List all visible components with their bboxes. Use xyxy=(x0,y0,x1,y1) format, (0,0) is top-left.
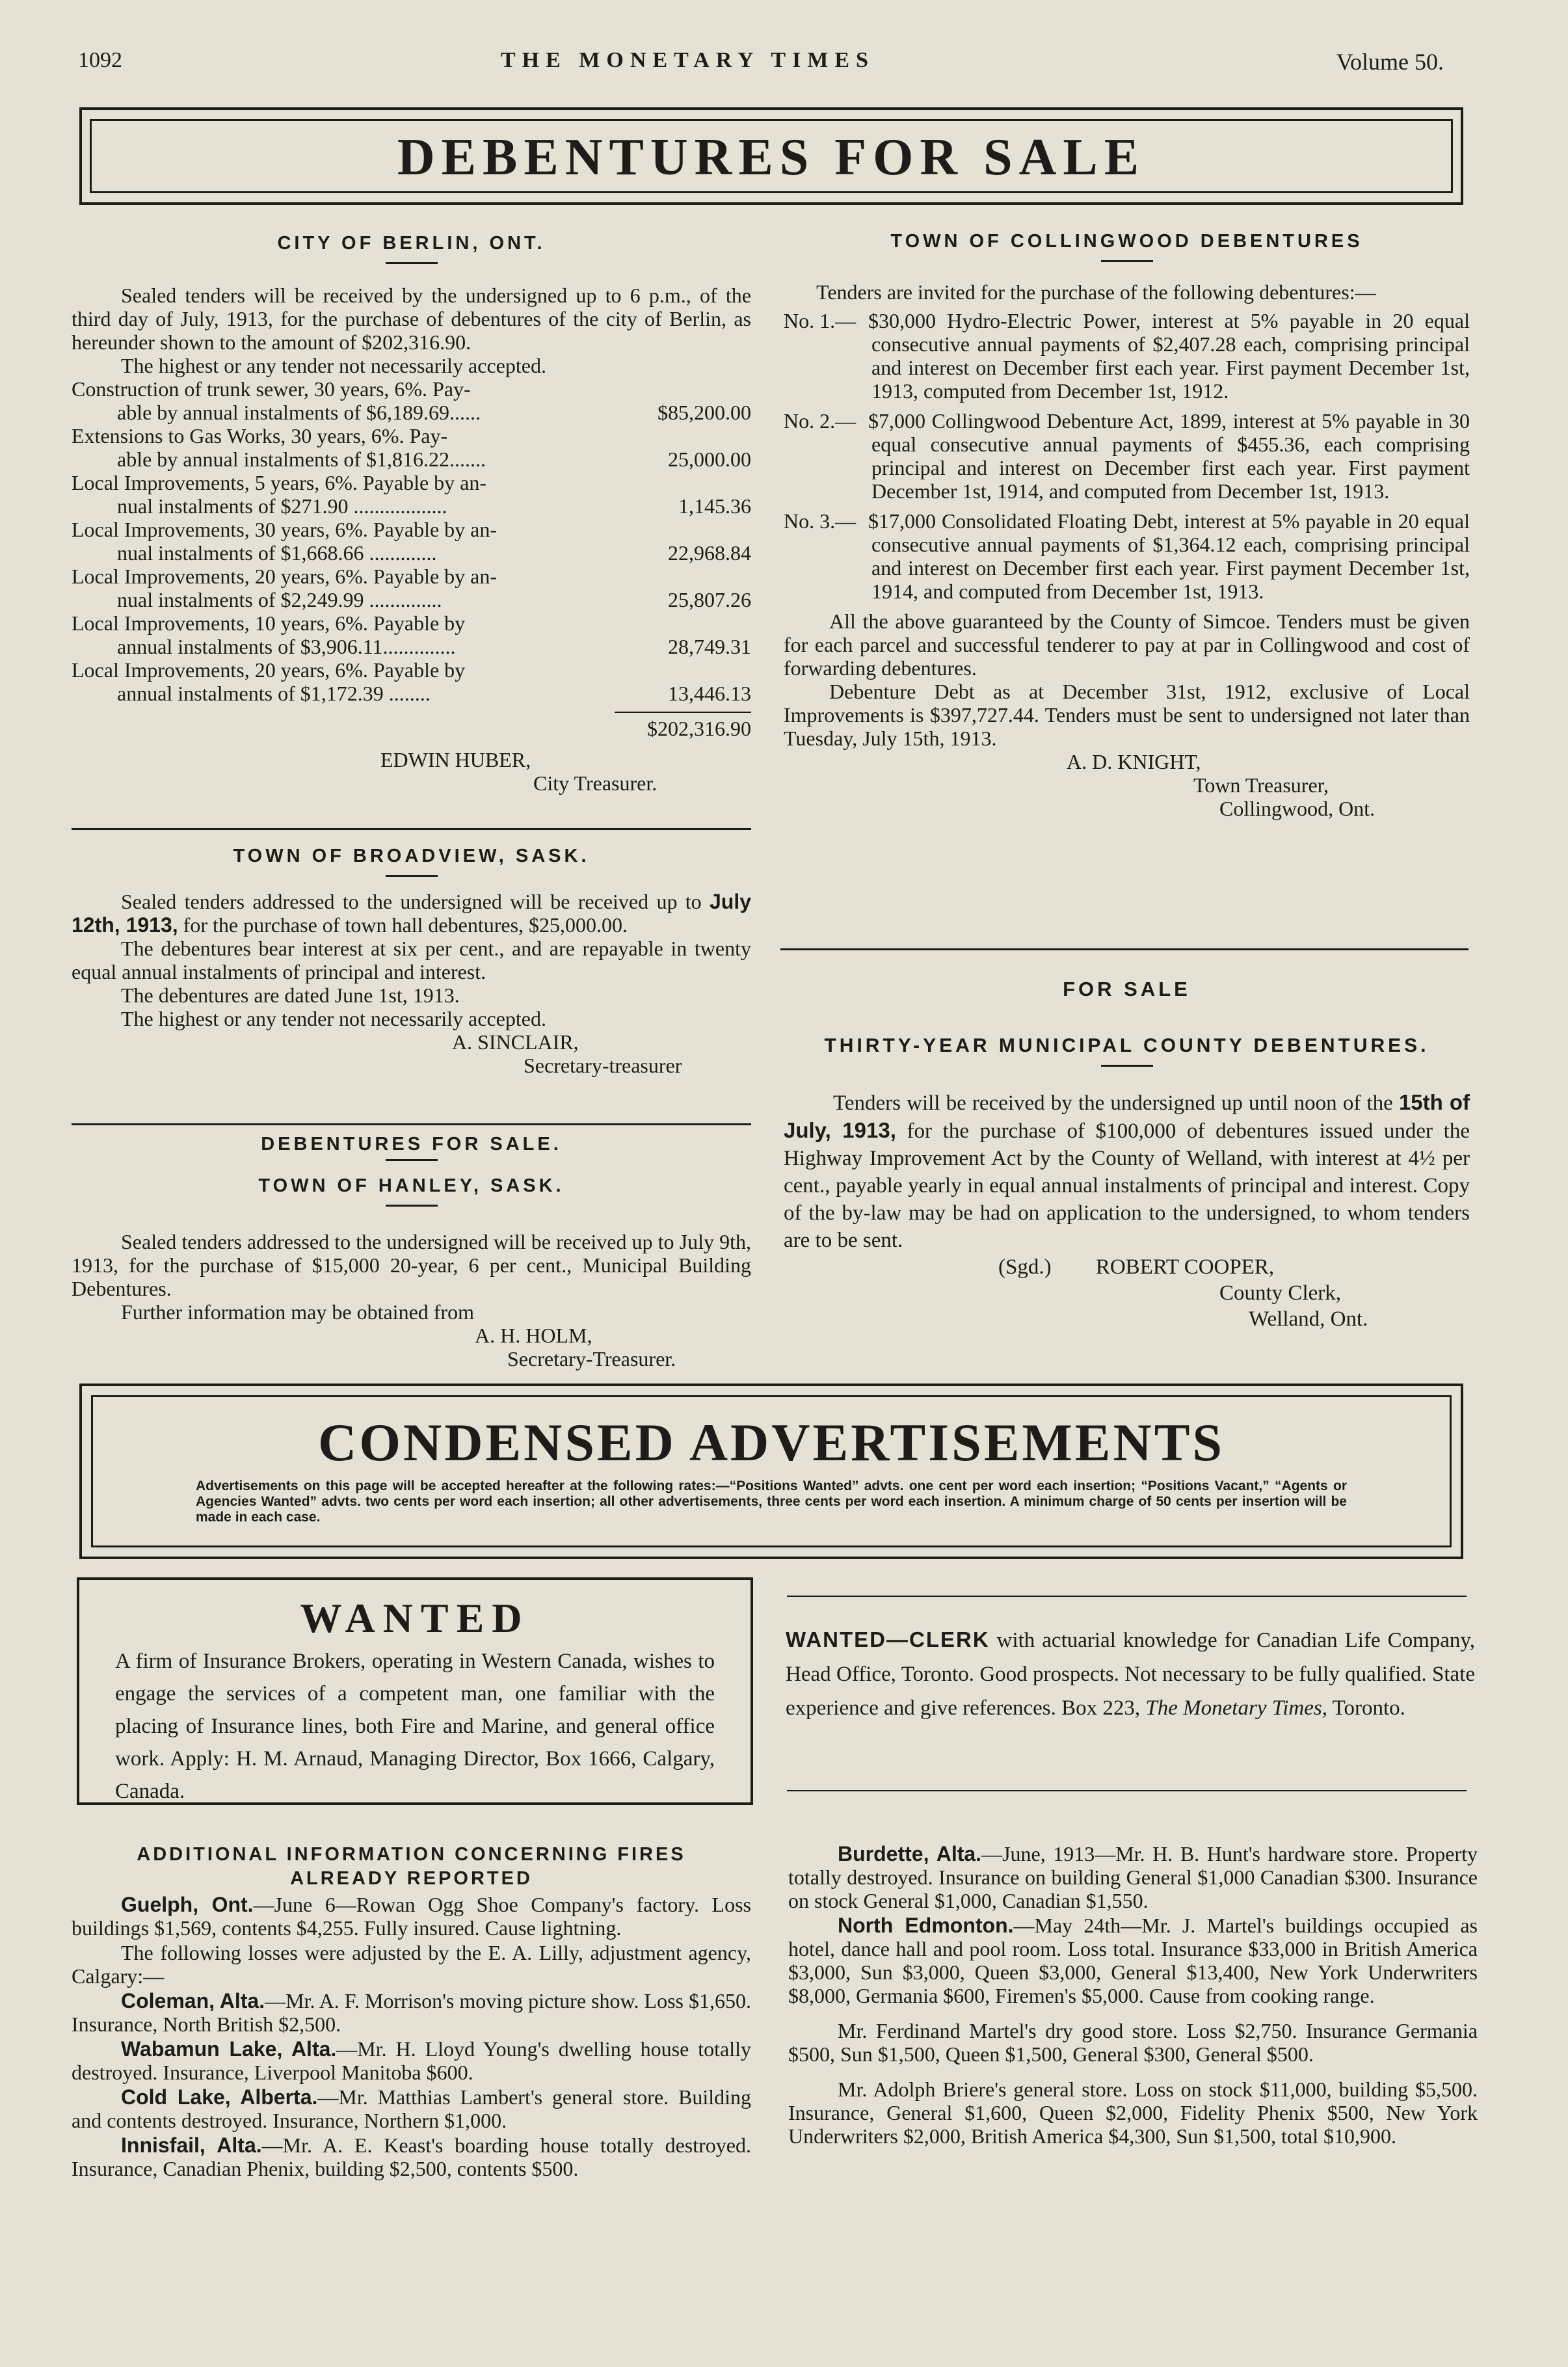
berlin-item-line2: annual instalments of $1,172.39 ........ xyxy=(117,682,431,705)
fire-report-place: Innisfail, Alta. xyxy=(121,2133,262,2157)
condensed-rates: Advertisements on this page will be accepted hereafter at the following rates:—“Positions Wanted” advts. one cent per word each insertion; “Positions Vacant,” “Agents or Agencies Wanted” advts. two cents per word each insertion; all other advertisements, three cents per word each insertion. A minimum charge of 50 cents per insertion will be made in each case. xyxy=(196,1478,1347,1525)
fire-report xyxy=(72,2037,751,2084)
column-rule xyxy=(72,1123,751,1125)
condensed-box xyxy=(79,1384,1463,1559)
welland-date: 15th of July, 1913, xyxy=(784,1090,1470,1142)
berlin-item-amount: 22,968.84 xyxy=(668,541,751,565)
berlin-item-amount: 13,446.13 xyxy=(668,682,751,705)
section-divider xyxy=(386,1159,438,1161)
hanley-signer-title: Secretary-Treasurer. xyxy=(507,1347,676,1371)
berlin-item-row xyxy=(72,682,751,705)
condensed-title: CONDENSED ADVERTISEMENTS xyxy=(317,1413,1225,1472)
berlin-item-line2: able by annual instalments of $6,189.69...... xyxy=(117,401,481,424)
wanted-clerk-publication: The Monetary Times, xyxy=(1145,1696,1327,1720)
column-rule xyxy=(787,1596,1467,1597)
berlin-item-row xyxy=(72,448,751,471)
hanley-p2: Further information may be obtained from xyxy=(121,1300,474,1324)
hanley-heading-2: TOWN OF HANLEY, SASK. xyxy=(258,1175,565,1196)
berlin-items xyxy=(72,377,751,705)
collingwood-items xyxy=(784,309,1470,603)
welland-section xyxy=(784,978,1470,1332)
berlin-item-line1: Local Improvements, 30 years, 6%. Payable by an- xyxy=(72,518,498,541)
wanted-clerk-lead: WANTED—CLERK xyxy=(786,1627,990,1652)
column-rule xyxy=(787,1790,1467,1791)
collingwood-item xyxy=(784,309,1470,403)
welland-signer-place: Welland, Ont. xyxy=(1249,1307,1368,1331)
berlin-item-line2: nual instalments of $271.90 .................. xyxy=(117,494,447,518)
wanted-text: A firm of Insurance Brokers, operating in Western Canada, wishes to engage the services of a competent man, one familiar with the placing of Insurance lines, both Fire and Marine, and general office work. Apply: H. M. Arnaud, Managing Director, Box 1666, Calgary, Canada. xyxy=(115,1650,715,1803)
collingwood-signer-name: A. D. KNIGHT, xyxy=(1067,750,1201,773)
fire-report-text: —Mr. A. F. Morrison's moving picture show. Loss $1,650. Insurance, North British $2,500. xyxy=(72,1989,752,2036)
welland-sgd: (Sgd.) xyxy=(998,1255,1052,1279)
fire-report-text: —June, 1913—Mr. H. B. Hunt's hardware store. Property totally destroyed. Insurance on building General $1,000 Canadian $300. Insurance on stock General $1,000, Canadian $1,550. xyxy=(788,1842,1478,1912)
welland-signer-title: County Clerk, xyxy=(1219,1281,1341,1305)
fire-report-text: —June 6—Rowan Ogg Shoe Company's factory. Loss buildings $1,569, contents $4,255. Fully insured. Cause lightning. xyxy=(72,1893,752,1940)
journal-title: THE MONETARY TIMES xyxy=(501,48,875,72)
page-number: 1092 xyxy=(78,48,122,72)
berlin-item-row xyxy=(72,588,751,611)
collingwood-section xyxy=(784,231,1470,820)
collingwood-item-number: No. 1.— xyxy=(784,309,857,332)
page-header xyxy=(78,46,1444,78)
berlin-item-amount: 1,145.36 xyxy=(678,494,751,518)
broadview-p1: Sealed tenders addressed to the undersigned will be received up to July 12th, 1913, for the purchase of town hall debentures, $25,000.00. xyxy=(72,890,752,937)
berlin-item-amount: 25,807.26 xyxy=(668,588,751,611)
section-divider xyxy=(386,262,438,264)
welland-heading-1: FOR SALE xyxy=(1063,978,1191,1000)
berlin-item-row xyxy=(72,541,751,565)
fire-report-place: Wabamun Lake, Alta. xyxy=(121,2037,337,2061)
section-divider xyxy=(386,875,438,877)
welland-signature xyxy=(784,1254,1470,1280)
fire-report-text: The following losses were adjusted by the E. A. Lilly, adjustment agency, Calgary:— xyxy=(72,1941,751,1988)
fire-report-place: Guelph, Ont. xyxy=(121,1893,254,1916)
fire-report-place: Coleman, Alta. xyxy=(121,1989,265,2013)
fire-report-text: —Mr. H. Lloyd Young's dwelling house totally destroyed. Insurance, Liverpool Manitoba $600. xyxy=(72,2037,752,2084)
berlin-note: The highest or any tender not necessarily accepted. xyxy=(121,354,546,377)
hanley-section xyxy=(72,1134,751,1371)
section-divider xyxy=(1101,1065,1153,1067)
berlin-total: $202,316.90 xyxy=(647,717,751,740)
berlin-signer-title: City Treasurer. xyxy=(533,771,658,795)
berlin-item-amount: 28,749.31 xyxy=(668,635,751,658)
fires-left-column xyxy=(72,1893,751,2182)
collingwood-guarantee: All the above guaranteed by the County of Simcoe. Tenders must be given for each parcel and successful tenderer to pay at par in Collingwood and cost of forwarding debentures. xyxy=(784,609,1470,680)
fire-report xyxy=(72,2085,751,2132)
wanted-clerk-ad: WANTED—CLERK with actuarial knowledge for Canadian Life Company, Head Office, Toronto. Good prospects. Not necessary to be fully qualified. State experience and give references. Box 223, The Monetary Times, Toronto. xyxy=(786,1627,1476,1720)
fires-heading-line-1: ADDITIONAL INFORMATION CONCERNING FIRES xyxy=(137,1844,686,1865)
fire-report xyxy=(788,2078,1478,2148)
broadview-p2: The debentures bear interest at six per cent., and are repayable in twenty equal annual instalments of principal and interest. xyxy=(72,937,751,983)
collingwood-item-text: $17,000 Consolidated Floating Debt, interest at 5% payable in 20 equal consecutive annual payments of $1,364.12 each, comprising principal and interest on December first each year. First payment December 1st, 1914, and computed from December 1st, 1913. xyxy=(868,509,1470,603)
berlin-section xyxy=(72,233,751,795)
fire-report xyxy=(72,1893,751,1940)
fire-report-text: —Mr. Matthias Lambert's general store. Building and contents destroyed. Insurance, Northern $1,000. xyxy=(72,2085,752,2132)
fires-heading xyxy=(72,1844,751,1890)
berlin-item-line1: Local Improvements, 10 years, 6%. Payable by xyxy=(72,611,466,635)
fire-report xyxy=(788,2019,1478,2066)
collingwood-signer-place: Collingwood, Ont. xyxy=(1219,797,1375,820)
broadview-section xyxy=(72,846,751,1077)
banner-title: DEBENTURES FOR SALE xyxy=(397,129,1146,186)
berlin-item-line1: Local Improvements, 20 years, 6%. Payable by an- xyxy=(72,565,498,588)
berlin-item-amount: $85,200.00 xyxy=(658,401,751,424)
section-divider xyxy=(386,1205,438,1207)
berlin-item-amount: 25,000.00 xyxy=(668,448,751,471)
fire-report-place: North Edmonton. xyxy=(838,1914,1014,1937)
welland-heading-2: THIRTY-YEAR MUNICIPAL COUNTY DEBENTURES. xyxy=(824,1035,1429,1056)
fire-report-place: Burdette, Alta. xyxy=(838,1842,982,1866)
collingwood-item-text: $7,000 Collingwood Debenture Act, 1899, interest at 5% payable in 30 equal consecutive annual payments of $455.36, each comprising principal and interest on December first each year. First payment December 1st, 1914, and computed from December 1st, 1913. xyxy=(868,409,1470,503)
berlin-signer-name: EDWIN HUBER, xyxy=(380,748,531,771)
collingwood-item-text: $30,000 Hydro-Electric Power, interest at 5% payable in 20 equal consecutive annual payments of $2,407.28 each, comprising principal and interest on December first each year. First payment December 1st, 1913, computed from December 1st, 1912. xyxy=(868,309,1470,403)
berlin-item-row xyxy=(72,401,751,424)
berlin-item-line1: Local Improvements, 5 years, 6%. Payable by an- xyxy=(72,471,487,494)
collingwood-debt: Debenture Debt as at December 31st, 1912, exclusive of Local Improvements is $397,727.44. Tenders must be sent to undersigned not later than Tuesday, July 15th, 1913. xyxy=(784,680,1470,750)
collingwood-intro: Tenders are invited for the purchase of the following debentures:— xyxy=(816,280,1376,304)
column-rule xyxy=(780,948,1468,950)
fire-report-text: —Mr. A. E. Keast's boarding house totally destroyed. Insurance, Canadian Phenix, building $2,500, contents $500. xyxy=(72,2133,752,2180)
berlin-total-row xyxy=(72,717,751,740)
fire-report-text: Mr. Ferdinand Martel's dry good store. Loss $2,750. Insurance Germania $500, Sun $1,500, Queen $1,500, General $300, General $500. xyxy=(788,2019,1478,2066)
fire-report xyxy=(788,1914,1478,2007)
wanted-title: WANTED xyxy=(300,1595,530,1641)
section-divider xyxy=(1101,260,1153,262)
hanley-signer-name: A. H. HOLM, xyxy=(475,1324,592,1347)
fire-report xyxy=(72,2133,751,2180)
broadview-signer-name: A. SINCLAIR, xyxy=(452,1030,579,1054)
welland-body: Tenders will be received by the undersigned up until noon of the 15th of July, 1913, for the purchase of $100,000 of debentures issued under the Highway Improvement Act by the County of Welland, with interest at 4½ per cent., payable yearly in equal annual instalments of principal and interest. Copy of the by-law may be had on application to the undersigned, to whom tenders are to be sent. xyxy=(784,1090,1470,1252)
wanted-ad xyxy=(77,1577,753,1805)
berlin-item-line2: nual instalments of $1,668.66 ............. xyxy=(117,541,437,565)
hanley-p1: Sealed tenders addressed to the undersigned will be received up to July 9th, 1913, for the purchase of $15,000 20-year, 6 per cent., Municipal Building Debentures. xyxy=(72,1230,751,1300)
fire-report xyxy=(788,1842,1478,1912)
berlin-item-line1: Local Improvements, 20 years, 6%. Payable by xyxy=(72,658,466,682)
berlin-item-row xyxy=(72,635,751,658)
hanley-heading-1: DEBENTURES FOR SALE. xyxy=(261,1134,562,1155)
berlin-item-line2: annual instalments of $3,906.11.............. xyxy=(117,635,456,658)
welland-signer-name: ROBERT COOPER, xyxy=(1095,1255,1275,1279)
collingwood-heading: TOWN OF COLLINGWOOD DEBENTURES xyxy=(890,231,1363,252)
berlin-item-row xyxy=(72,494,751,518)
fires-right-column xyxy=(788,1842,1478,2160)
collingwood-item xyxy=(784,409,1470,503)
berlin-item-line2: nual instalments of $2,249.99 .............. xyxy=(117,588,442,611)
fires-heading-line-2: ALREADY REPORTED xyxy=(290,1868,533,1889)
volume-label: Volume 50. xyxy=(1336,49,1444,75)
broadview-p4: The highest or any tender not necessarily accepted. xyxy=(121,1007,546,1030)
berlin-total-rule xyxy=(615,712,751,713)
collingwood-item xyxy=(784,509,1470,603)
fire-report-text: —May 24th—Mr. J. Martel's buildings occupied as hotel, dance hall and pool room. Loss total. Insurance $33,000 in British America $3,000, Sun $3,000, Queen $3,000, General $13,400, New York Underwriters $8,000, Germania $600, Firemen's $5,000. Cause from cooking range. xyxy=(788,1914,1478,2007)
broadview-heading: TOWN OF BROADVIEW, SASK. xyxy=(233,846,590,866)
berlin-item-line1: Extensions to Gas Works, 30 years, 6%. Pay- xyxy=(72,424,448,448)
fire-report-text: Mr. Adolph Briere's general store. Loss on stock $11,000, building $5,500. Insurance, General $1,600, Queen $2,000, Fidelity Phenix $500, New York Underwriters $2,000, British America $4,300, Sun $1,500, total $10,900. xyxy=(788,2078,1478,2148)
collingwood-item-number: No. 3.— xyxy=(784,509,857,533)
berlin-item-line1: Construction of trunk sewer, 30 years, 6%. Pay- xyxy=(72,377,471,401)
broadview-p3: The debentures are dated June 1st, 1913. xyxy=(121,983,460,1007)
fire-report xyxy=(72,1989,751,2036)
fire-report-place: Cold Lake, Alberta. xyxy=(121,2085,318,2109)
column-rule xyxy=(72,828,751,830)
fire-report xyxy=(72,1941,751,1988)
berlin-item-line2: able by annual instalments of $1,816.22....... xyxy=(117,448,486,471)
broadview-signer-title: Secretary-treasurer xyxy=(524,1054,682,1077)
broadview-date: July 12th, 1913, xyxy=(72,890,752,937)
berlin-intro: Sealed tenders will be received by the undersigned up to 6 p.m., of the third day of July, 1913, for the purchase of debentures of the city of Berlin, as hereunder shown to the amount of $202,316.90. xyxy=(72,284,751,354)
collingwood-signer-title: Town Treasurer, xyxy=(1193,773,1329,797)
berlin-heading: CITY OF BERLIN, ONT. xyxy=(277,233,546,254)
collingwood-item-number: No. 2.— xyxy=(784,409,857,433)
banner-box xyxy=(79,107,1463,205)
